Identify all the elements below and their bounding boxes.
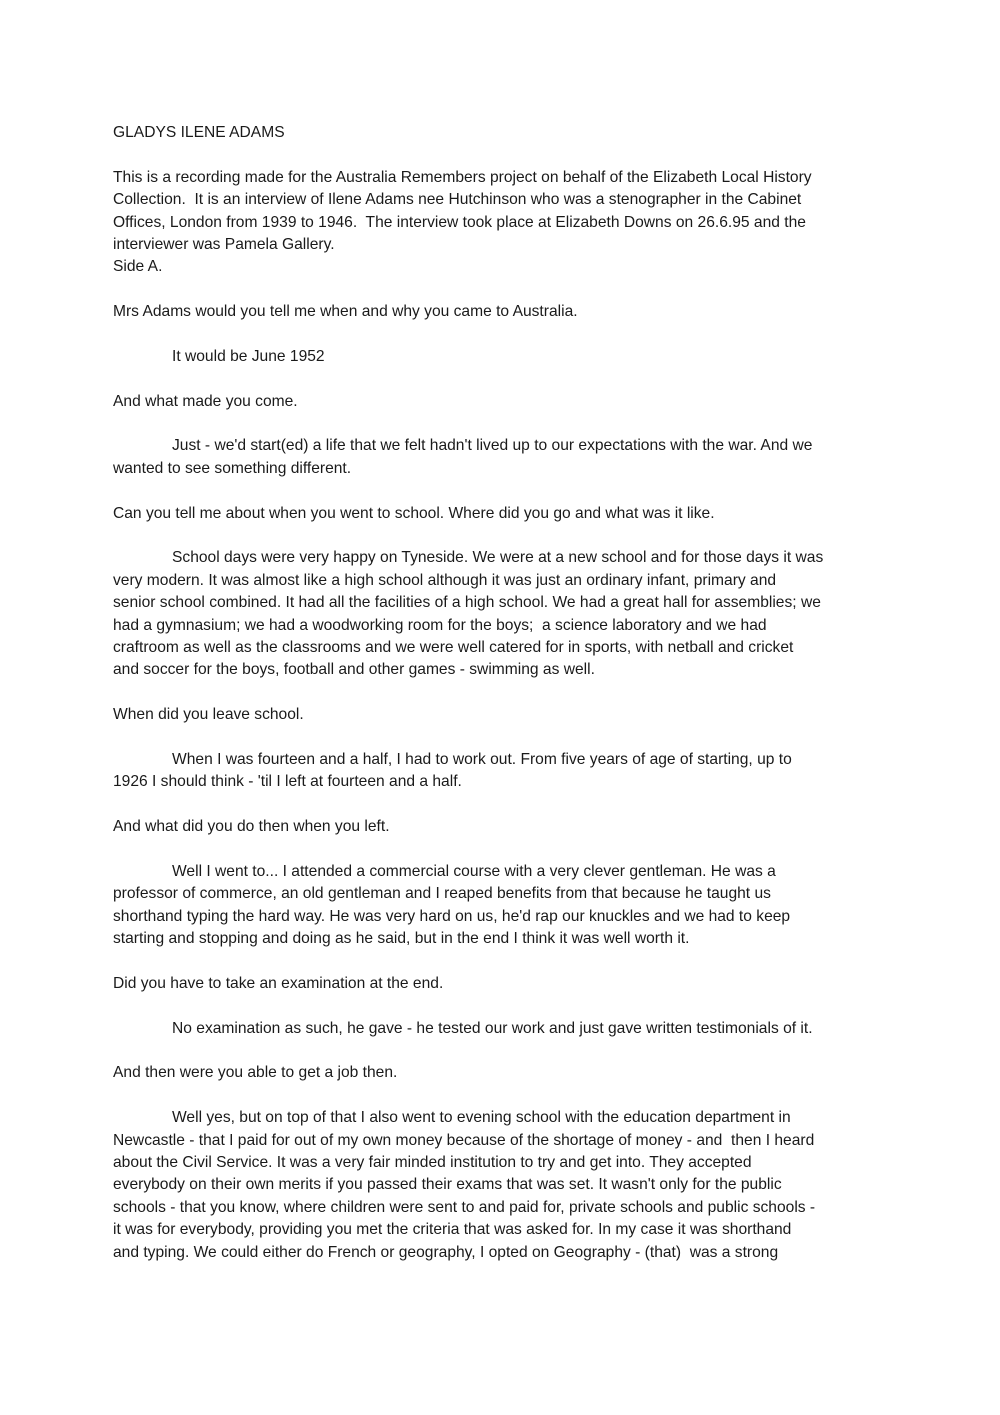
answer-line: and typing. We could either do French or geography, I opted on Geography - (that) was a strong [113, 1243, 779, 1261]
intro-line: Side A. [113, 258, 163, 276]
spacer [113, 413, 903, 435]
spacer [113, 995, 903, 1017]
answer-line: Newcastle - that I paid for out of my own money because of the shortage of money - and then I heard [113, 1131, 815, 1149]
answer-7 [113, 1107, 903, 1264]
answer-line: and soccer for the boys, football and other games - swimming as well. [113, 661, 595, 679]
spacer [113, 839, 903, 861]
answer-line: it was for everybody, providing you met the criteria that was asked for. In my case it was shorthand [113, 1221, 792, 1239]
spacer [113, 1085, 903, 1107]
answer-line: very modern. It was almost like a high school although it was just an ordinary infant, primary and [113, 571, 777, 589]
spacer [113, 727, 903, 749]
spacer [113, 279, 903, 301]
answer-line: 1926 I should think - 'til I left at fourteen and a half. [113, 773, 462, 791]
answer-line: craftroom as well as the classrooms and we were well catered for in sports, with netball and cricket [113, 638, 794, 656]
answer-line: When I was fourteen and a half, I had to work out. From five years of age of starting, up to [172, 750, 792, 768]
answer-5 [113, 861, 903, 951]
spacer [113, 525, 903, 547]
document-title: GLADYS ILENE ADAMS [113, 124, 285, 141]
answer-line: wanted to see something different. [113, 459, 352, 477]
intro-paragraph [113, 167, 903, 279]
question-2: And what made you come. [113, 392, 298, 410]
spacer [113, 794, 903, 816]
question-7: And then were you able to get a job then. [113, 1064, 398, 1082]
answer-line: senior school combined. It had all the facilities of a high school. We had a great hall for assemblies; we [113, 594, 821, 612]
answer-4 [113, 749, 903, 794]
intro-line: This is a recording made for the Australia Remembers project on behalf of the Elizabeth Local History [113, 168, 812, 186]
spacer [113, 682, 903, 704]
answer-line: professor of commerce, an old gentleman and I reaped benefits from that because he taught us [113, 885, 771, 903]
answer-line: No examination as such, he gave - he tested our work and just gave written testimonials of it. [172, 1019, 813, 1037]
spacer [113, 368, 903, 390]
answer-line: starting and stopping and doing as he said, but in the end I think it was well worth it. [113, 930, 690, 948]
question-3: Can you tell me about when you went to school. Where did you go and what was it like. [113, 504, 715, 522]
spacer [113, 144, 903, 166]
answer-line: shorthand typing the hard way. He was very hard on us, he'd rap our knuckles and we had to keep [113, 907, 791, 925]
answer-line: Well I went to... I attended a commercial course with a very clever gentleman. He was a [172, 862, 776, 880]
answer-line: about the Civil Service. It was a very fair minded institution to try and get into. They accepted [113, 1153, 752, 1171]
answer-2 [113, 435, 903, 480]
intro-line: Offices, London from 1939 to 1946. The interview took place at Elizabeth Downs on 26.6.95 and the [113, 213, 806, 231]
spacer [113, 480, 903, 502]
answer-line: everybody on their own merits if you passed their exams that was set. It wasn't only for the public [113, 1176, 782, 1194]
answer-line: It would be June 1952 [172, 347, 325, 365]
spacer [113, 950, 903, 972]
transcript-page [113, 122, 903, 1264]
spacer [113, 1040, 903, 1062]
question-6: Did you have to take an examination at the end. [113, 974, 444, 992]
answer-line: School days were very happy on Tyneside. We were at a new school and for those days it was [172, 549, 824, 567]
spacer [113, 324, 903, 346]
answer-line: Well yes, but on top of that I also went to evening school with the education department in [172, 1109, 791, 1127]
question-5: And what did you do then when you left. [113, 818, 390, 836]
intro-line: interviewer was Pamela Gallery. [113, 235, 335, 253]
answer-3 [113, 547, 903, 681]
answer-line: had a gymnasium; we had a woodworking room for the boys; a science laboratory and we had [113, 616, 767, 634]
answer-line: Just - we'd start(ed) a life that we felt hadn't lived up to our expectations with the war. And we [172, 437, 813, 455]
answer-6 [113, 1018, 903, 1040]
intro-line: Collection. It is an interview of Ilene Adams nee Hutchinson who was a stenographer in the Cabinet [113, 191, 802, 209]
answer-1 [113, 346, 903, 368]
question-4: When did you leave school. [113, 706, 304, 724]
question-1: Mrs Adams would you tell me when and why you came to Australia. [113, 303, 578, 321]
answer-line: schools - that you know, where children were sent to and paid for, private schools and public schools - [113, 1198, 816, 1216]
